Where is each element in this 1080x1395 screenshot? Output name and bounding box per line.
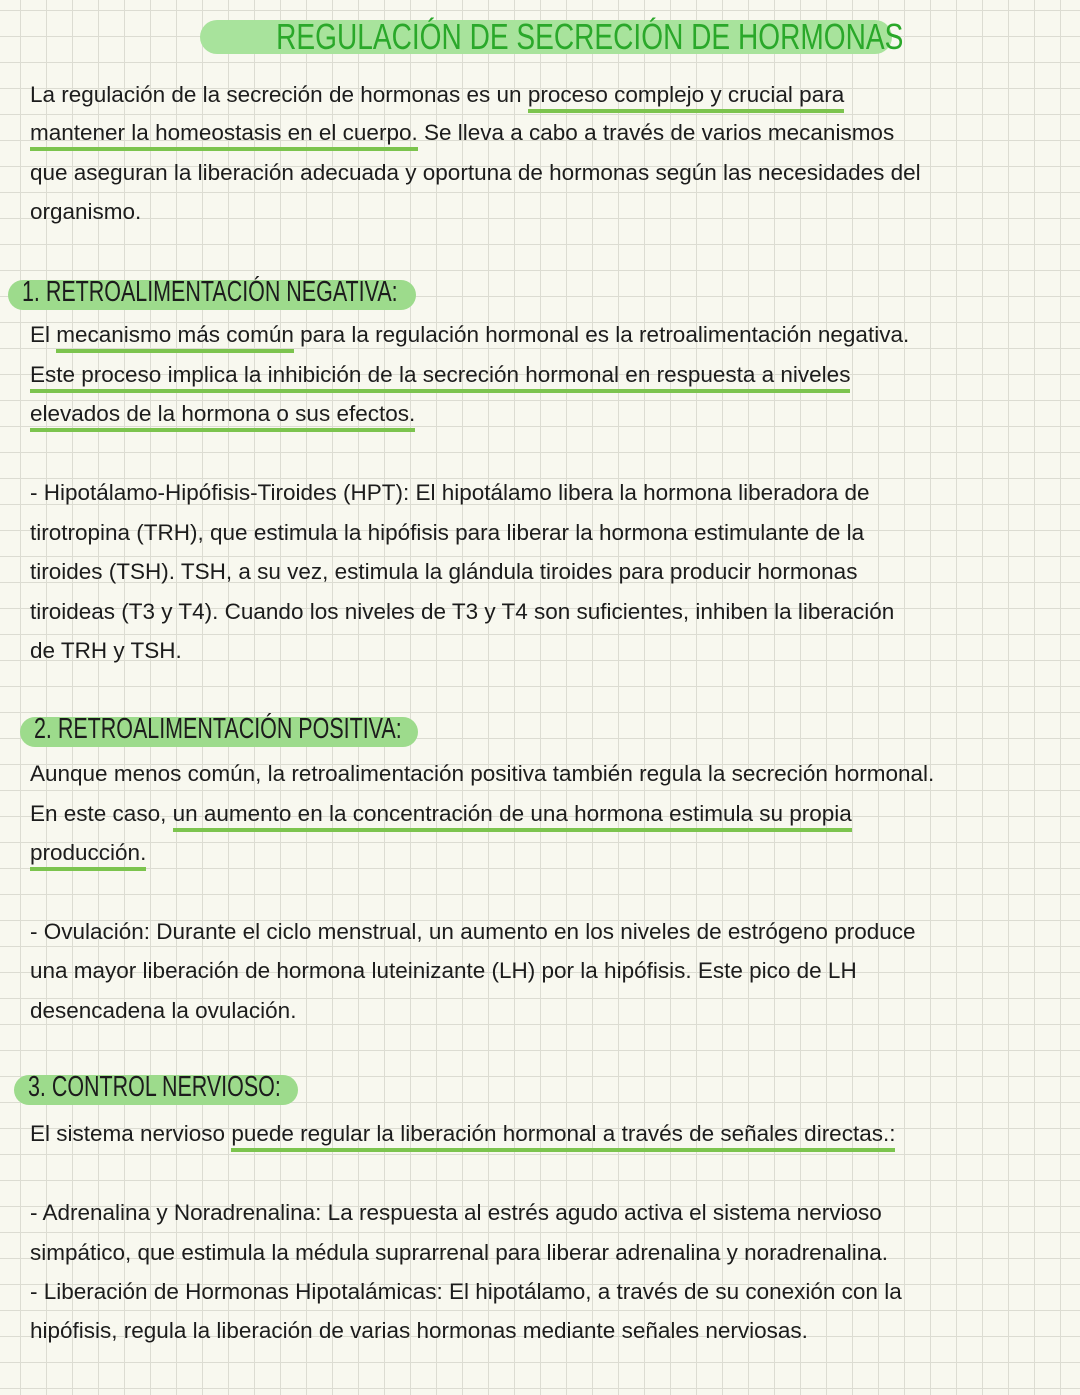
- page-title: [200, 16, 904, 57]
- text-line: hipófisis, regula la liberación de varias hormonas mediante señales nerviosas.: [30, 1318, 808, 1343]
- text-line: - Ovulación: Durante el ciclo menstrual, un aumento en los niveles de estrógeno produce: [30, 919, 916, 944]
- section-heading-positive: [20, 713, 418, 747]
- text-line: [30, 320, 909, 350]
- text-line: que aseguran la liberación adecuada y oportuna de hormonas según las necesidades del: [30, 160, 921, 185]
- underlined-text: puede regular la liberación hormonal a través de señales directas.:: [231, 1121, 895, 1152]
- text: para la regulación hormonal es la retroalimentación negativa.: [293, 322, 910, 347]
- underlined-text: mantener la homeostasis en el cuerpo.: [30, 120, 418, 151]
- text: El: [30, 322, 57, 347]
- heading-text: 3. CONTROL NERVIOSO:: [28, 1071, 281, 1103]
- text-line: tirotropina (TRH), que estimula la hipófisis para liberar la hormona estimulante de la: [30, 520, 865, 545]
- text-line: [30, 80, 844, 110]
- underlined-text: mecanismo más común: [56, 322, 294, 353]
- section-heading-negative: [8, 276, 416, 310]
- text-line: [30, 1119, 895, 1149]
- underlined-text: elevados de la hormona o sus efectos.: [30, 401, 415, 432]
- text-line: tiroideas (T3 y T4). Cuando los niveles de T3 y T4 son suficientes, inhiben la liberación: [30, 599, 895, 624]
- text-line: [30, 360, 850, 390]
- text-line: - Liberación de Hormonas Hipotalámicas: El hipotálamo, a través de su conexión con la: [30, 1279, 902, 1304]
- underlined-text: proceso complejo y crucial para: [528, 82, 844, 113]
- text-line: - Adrenalina y Noradrenalina: La respuesta al estrés agudo activa el sistema nervioso: [30, 1200, 882, 1225]
- text: Se lleva a cabo a través de varios mecanismos: [417, 120, 895, 145]
- heading-text: 2. RETROALIMENTACIÓN POSITIVA:: [34, 713, 402, 745]
- underlined-text: producción.: [30, 840, 146, 871]
- text-line: simpático, que estimula la médula suprarrenal para liberar adrenalina y noradrenalina.: [30, 1240, 888, 1265]
- text-line: organismo.: [30, 199, 142, 224]
- text-line: [30, 838, 146, 868]
- page-title-text: REGULACIÓN DE SECRECIÓN DE HORMONAS: [276, 16, 904, 57]
- section-heading-nervous: [14, 1071, 298, 1105]
- text: La regulación de la secreción de hormonas es un: [30, 82, 528, 107]
- text-line: una mayor liberación de hormona luteinizante (LH) por la hipófisis. Este pico de LH: [30, 958, 857, 983]
- underlined-text: Este proceso implica la inhibición de la secreción hormonal en respuesta a niveles: [30, 362, 850, 393]
- text-line: Aunque menos común, la retroalimentación positiva también regula la secreción hormonal.: [30, 761, 935, 786]
- heading-text: 1. RETROALIMENTACIÓN NEGATIVA:: [22, 276, 398, 308]
- text-line: desencadena la ovulación.: [30, 998, 297, 1023]
- text-line: tiroides (TSH). TSH, a su vez, estimula la glándula tiroides para producir hormonas: [30, 559, 858, 584]
- text-line: [30, 399, 415, 429]
- text: En este caso,: [30, 801, 173, 826]
- underlined-text: un aumento en la concentración de una hormona estimula su propia: [173, 801, 852, 832]
- text-line: de TRH y TSH.: [30, 638, 182, 663]
- text-line: - Hipotálamo-Hipófisis-Tiroides (HPT): El hipotálamo libera la hormona liberadora de: [30, 480, 870, 505]
- text: El sistema nervioso: [30, 1121, 232, 1146]
- text-line: [30, 118, 894, 148]
- text-line: [30, 799, 852, 829]
